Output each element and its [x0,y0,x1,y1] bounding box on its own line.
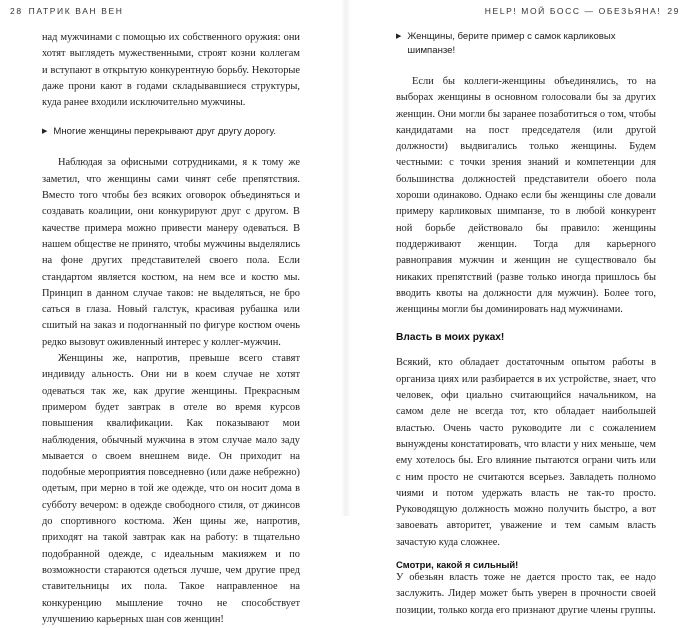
right-running-head: HELP! МОЙ БОСС — ОБЕЗЬЯНА! [484,6,662,16]
left-paragraph-3: Женщины же, напротив, превыше всего ставят индивиду альность. Они ни в коем случае не хотят одеваться так же, как другие женщины. Прекрасным примером будет завтрак в отеле во время курсов повышения квалификации. Как показывают мои наблюдения, обычный мужчина в этом случае мало заду мывается о своем внешнем виде. Он приходит на подобные мероприятия повседневно (или даже небрежно) одетым, при мерно в той же одежде, что он носит дома в субботу вечером: в одежде свободного стиля, от джинсов до спортивного костюма. Жен щины же, напротив, приходят на такой завтрак как на работу: в тщательно подобранной одежде, с идеальным макияжем и по возможности стараются одеться лучше, чем другие пред ставительницы их пола. Такое направленное на конкуренцию мышление точно не способствует улучшению карьерных шан сов женщин! [42,353,300,625]
left-running-head: ПАТРИК ВАН ВЕН [28,6,124,16]
left-paragraph-2: Наблюдая за офисными сотрудниками, я к тому же заметил, что женщины сами чинят себе препятствия. Вместо того чтобы без всяких оговорок объединяться и создавать коалиции, они конкурируют друг с другом. В качестве примера можно привести манеру одеваться. В нашем обществе не принято, чтобы мужчины выделялись на фоне других представителей своего пола. Если стандартом является костюм, на нем все и костю мы. Принцип в данном случае таков: не выделяться, не бро саться в глаза. Новый галстук, красивая рубашка или сшитый на заказ и подогнанный по фигуре костюм очень редко вызовут оживленный интерес у коллег-мужчин. [42,157,300,348]
left-page-number: 28 [10,6,23,16]
triangle-bullet-icon: ▶ [42,128,48,136]
right-page [346,0,692,616]
right-bullet-point [396,30,656,58]
right-page-number: 29 [667,6,680,16]
right-paragraph-2: Всякий, кто обладает достаточным опытом работы в организа циях или разбирается в их устройстве, знает, что человек, офи циально считающийся начальником, на самом деле не всегда тот, кто обладает наибольшей властью. Очень часто руководите ли с сожалением вынуждены констатировать, что власти у них меньше, чем ему хотелось бы. Его влияние пытаются ограни чить или с ним просто не считаются всерьез. Завладеть полномо чиями и потом удержать власть не так-то просто. Руководящую должность можно получить быстро, а вот завоевать авторитет, уважение и тем самым власть зачастую куда сложнее. [396,357,656,548]
right-text-column [396,30,656,619]
right-paragraph-1: Если бы коллеги-женщины объединялись, то на выборах женщины в основном голосовали бы за других женщин. Они могли бы заранее позаботиться о том, чтобы кандидатами на пост председателя (или другой должности) выдвигались только женщины. Будем честными: с точки зрения знаний и компетенции для большинства должностей представители обоего пола хороши одинаково. Однако если бы женщины сле довали примеру карликовых шимпанзе, то в любой конкурент ной борьбе действовало бы правило: женщины поддерживают женщин. Тогда для карьерного равноправия мужчин и женщин не существовало бы никаких препятствий (разве только иногда пришлось бы вводить квоты на должности для мужчин). Более того, женщины могли бы доминировать над мужчинами. [396,76,656,316]
left-text-column [42,30,300,628]
right-paragraph-3: У обезьян власть тоже не дается просто так, ее надо заслужить. Лидер может быть уверен в прочности своей позиции, только когда его признают другие члены группы. [396,572,656,616]
right-running-header [384,6,680,16]
left-running-header [10,6,124,16]
left-bullet-text: Многие женщины перекрывают друг другу дорогу. [53,126,277,138]
left-bullet-point [42,125,300,139]
left-page [0,0,346,625]
section-heading: Власть в моих руках! [396,332,505,344]
subsection-heading: Смотри, какой я сильный! [396,559,519,571]
triangle-bullet-icon: ▶ [396,33,402,40]
left-paragraph-1: над мужчинами с помощью их собственного оружия: они хотят выглядеть мужественными, строят козни коллегам и вступают в открытую конкурентную борьбу. Некоторые даже прони кают в годами складывавшиеся структуры, куда ранее входили исключительно мужчины. [42,32,300,109]
right-bullet-text: Женщины, берите пример с самок карликовых шимпанзе! [407,31,616,56]
